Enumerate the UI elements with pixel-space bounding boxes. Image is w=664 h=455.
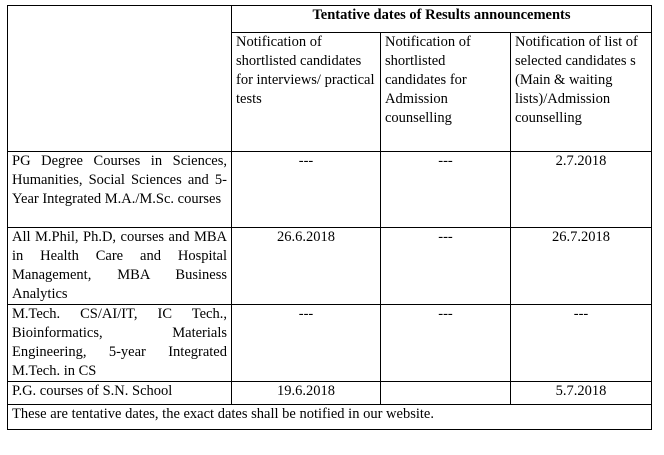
selected-list-date-cell: 5.7.2018 bbox=[511, 382, 652, 405]
interviews-date-cell: 26.6.2018 bbox=[232, 228, 381, 305]
footnote-row bbox=[8, 405, 652, 430]
table-row bbox=[8, 228, 652, 305]
footnote-text: These are tentative dates, the exact dates shall be notified in our website. bbox=[8, 405, 652, 430]
interviews-date-cell: 19.6.2018 bbox=[232, 382, 381, 405]
interviews-date-cell: --- bbox=[232, 305, 381, 382]
selected-list-date-cell: --- bbox=[511, 305, 652, 382]
table-group-header-row bbox=[8, 6, 652, 33]
column-header-selected-list: Notification of list of selected candidates s (Main & waiting lists)/Admission counselling bbox=[511, 33, 652, 152]
selected-list-date-cell: 26.7.2018 bbox=[511, 228, 652, 305]
column-header-admission-shortlist: Notification of shortlisted candidates for Admission counselling bbox=[381, 33, 511, 152]
results-dates-table bbox=[7, 5, 652, 430]
admission-shortlist-date-cell bbox=[381, 382, 511, 405]
group-header: Tentative dates of Results announcements bbox=[232, 6, 652, 33]
table-row bbox=[8, 305, 652, 382]
table-row bbox=[8, 152, 652, 228]
table-corner-cell bbox=[8, 6, 232, 152]
interviews-date-cell: --- bbox=[232, 152, 381, 228]
cropped-next-line bbox=[0, 451, 664, 455]
column-header-interviews: Notification of shortlisted candidates for interviews/ practical tests bbox=[232, 33, 381, 152]
selected-list-date-cell: 2.7.2018 bbox=[511, 152, 652, 228]
table-row bbox=[8, 382, 652, 405]
course-cell: P.G. courses of S.N. School bbox=[8, 382, 232, 405]
admission-shortlist-date-cell: --- bbox=[381, 305, 511, 382]
admission-shortlist-date-cell: --- bbox=[381, 152, 511, 228]
course-cell: PG Degree Courses in Sciences, Humanities, Social Sciences and 5-Year Integrated M.A./M.Sc. courses bbox=[8, 152, 232, 228]
admission-shortlist-date-cell: --- bbox=[381, 228, 511, 305]
course-cell: All M.Phil, Ph.D, courses and MBA in Health Care and Hospital Management, MBA Business Analytics bbox=[8, 228, 232, 305]
course-cell: M.Tech. CS/AI/IT, IC Tech., Bioinformatics, Materials Engineering, 5-year Integrated M.Tech. in CS bbox=[8, 305, 232, 382]
